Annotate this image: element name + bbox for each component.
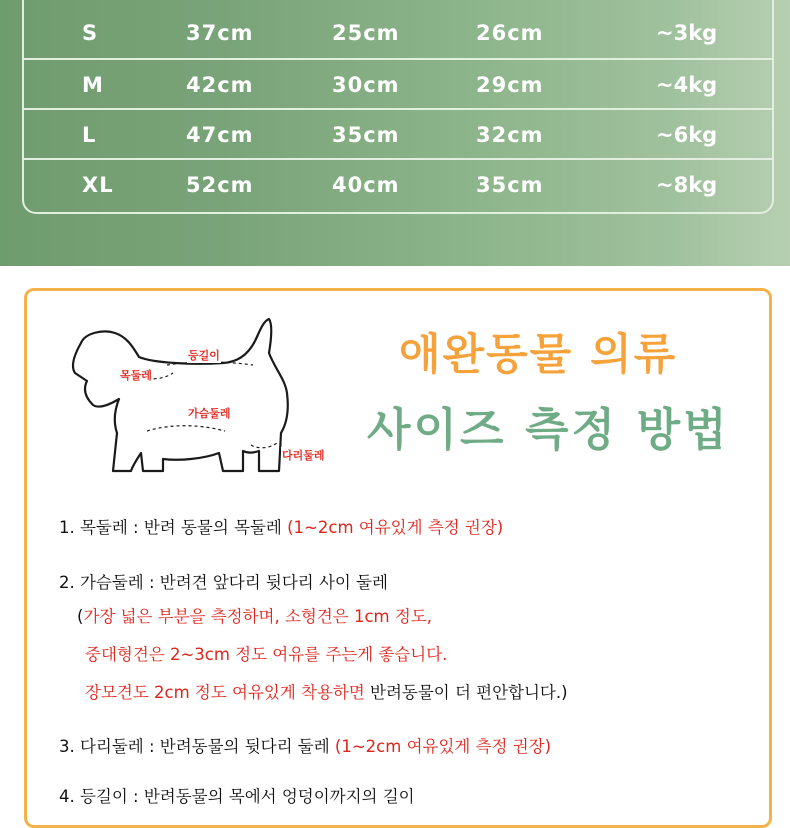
size-label: L <box>82 123 97 147</box>
size-row-l <box>24 108 772 160</box>
size-value: 32cm <box>476 123 544 147</box>
chest-girth-label: 가슴둘레 <box>188 407 231 420</box>
guide-item-text: 1. 목둘레 : 반려 동물의 목둘레 <box>59 518 288 537</box>
guide-item-chest <box>59 569 388 593</box>
guide-item-chest-note3 <box>85 679 568 703</box>
size-table <box>22 0 774 214</box>
size-value: 29cm <box>476 73 544 97</box>
guide-item-neck <box>59 514 503 538</box>
leg-girth-label: 다리둘레 <box>282 449 325 462</box>
guide-item-text: 2. 가슴둘레 : 반려견 앞다리 뒷다리 사이 둘레 <box>59 573 388 592</box>
guide-item-text: 3. 다리둘레 : 반려동물의 뒷다리 둘레 <box>59 737 335 756</box>
size-value: 52cm <box>186 173 254 197</box>
size-label: M <box>82 73 104 97</box>
size-label: S <box>82 21 99 45</box>
size-row-s <box>24 8 772 58</box>
weight-value: ~8kg <box>656 173 718 197</box>
size-value: 30cm <box>332 73 400 97</box>
size-value: 26cm <box>476 21 544 45</box>
guide-title-line2: 사이즈 측정 방법 <box>367 403 730 456</box>
guide-item-chest-note1 <box>77 603 432 627</box>
guide-title-line1: 애완동물 의류 <box>399 330 678 380</box>
weight-value: ~6kg <box>656 123 718 147</box>
dog-measurement-diagram <box>63 313 363 483</box>
guide-item-note: 장모견도 2cm 정도 여유있게 착용하면 <box>85 683 365 702</box>
guide-item-leg <box>59 733 551 757</box>
weight-value: ~4kg <box>656 73 718 97</box>
size-value: 42cm <box>186 73 254 97</box>
guide-item-paren: ( <box>77 607 84 626</box>
guide-item-note: 가장 넓은 부분을 측정하며, 소형견은 1cm 정도, <box>83 607 433 626</box>
size-value: 37cm <box>186 21 254 45</box>
guide-item-note: (1~2cm 여유있게 측정 권장) <box>334 737 552 756</box>
measurement-guide-card <box>24 288 772 828</box>
guide-item-note: (1~2cm 여유있게 측정 권장) <box>287 518 504 537</box>
size-label: XL <box>82 173 114 197</box>
back-length-label: 등길이 <box>188 349 220 362</box>
size-value: 35cm <box>332 123 400 147</box>
size-chart-band <box>0 0 790 266</box>
guide-item-back <box>59 783 415 807</box>
size-value: 35cm <box>476 173 544 197</box>
size-row-xl <box>24 158 772 210</box>
guide-item-text: 4. 등길이 : 반려동물의 목에서 엉덩이까지의 길이 <box>59 787 415 806</box>
weight-value: ~3kg <box>656 21 718 45</box>
size-value: 47cm <box>186 123 254 147</box>
guide-item-note: 중대형견은 2~3cm 정도 여유를 주는게 좋습니다. <box>85 645 448 664</box>
guide-item-chest-note2 <box>85 641 447 665</box>
size-value: 40cm <box>332 173 400 197</box>
size-row-m <box>24 58 772 110</box>
guide-item-text: 반려동물이 더 편안합니다.) <box>364 683 568 702</box>
size-value: 25cm <box>332 21 400 45</box>
neck-girth-label: 목둘레 <box>120 369 152 382</box>
